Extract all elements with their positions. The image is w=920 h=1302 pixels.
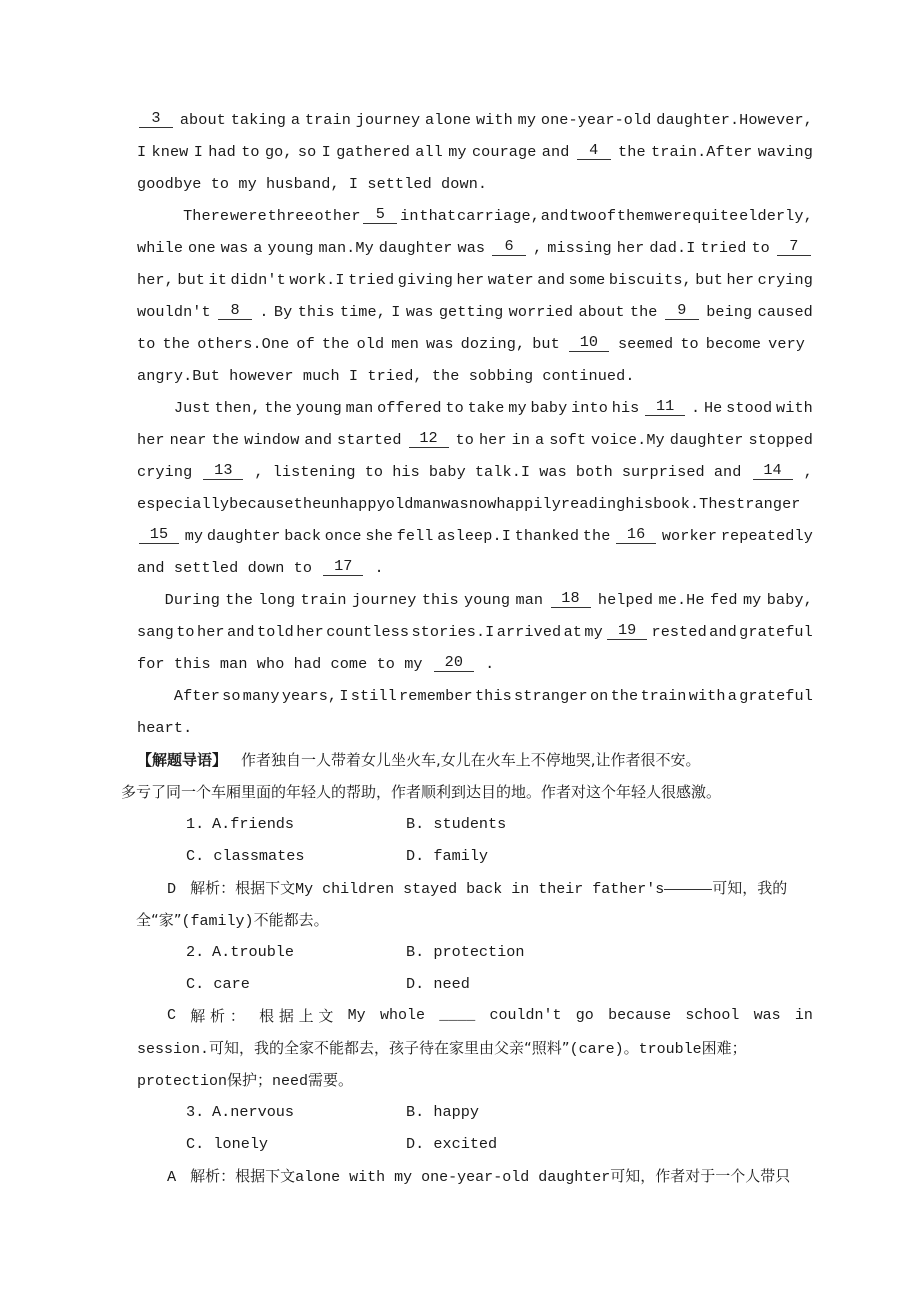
cloze-blank-16[interactable]: 16 bbox=[616, 527, 656, 544]
cloze-blank-18[interactable]: 18 bbox=[551, 591, 591, 608]
question-block-1 bbox=[137, 808, 813, 936]
option-b-key: B. bbox=[406, 815, 425, 833]
option-c[interactable] bbox=[186, 968, 406, 1000]
passage-line: while one was a young man.My daughter was 6 , missing her dad.I tried to 7 bbox=[137, 232, 813, 264]
option-c-text: care bbox=[213, 975, 250, 993]
analysis-chunk: in bbox=[794, 1007, 813, 1024]
option-a[interactable] bbox=[212, 808, 406, 840]
analysis-chunk: My bbox=[347, 1007, 366, 1024]
option-d-key: D. bbox=[406, 975, 425, 993]
option-c-text: classmates bbox=[213, 847, 305, 865]
answer-letter: D bbox=[167, 880, 177, 898]
option-b[interactable] bbox=[406, 1096, 479, 1128]
passage-paragraph-2 bbox=[137, 200, 813, 392]
analysis-quote: need bbox=[272, 1073, 309, 1090]
passage-line: and settled down to 17 . bbox=[137, 557, 384, 577]
analysis-cjk: 全“家” bbox=[136, 911, 182, 929]
cloze-blank-10[interactable]: 10 bbox=[569, 335, 609, 352]
option-row bbox=[137, 968, 813, 1000]
passage-line: angry.But however much I tried, the sobbing continued. bbox=[137, 367, 635, 385]
answer-explanation-line bbox=[137, 872, 813, 904]
passage-line: 3 about taking a train journey alone with my one-year-old daughter.However, bbox=[137, 104, 813, 136]
analysis-cjk: 根据下文 bbox=[235, 879, 296, 897]
cloze-blank-5[interactable]: 5 bbox=[363, 207, 397, 224]
option-b-text: students bbox=[433, 815, 507, 833]
analysis-blank-rule bbox=[664, 889, 712, 890]
option-a-key: A. bbox=[212, 1103, 231, 1121]
analysis-label: 解析： bbox=[190, 879, 236, 897]
solution-guide bbox=[121, 744, 813, 808]
question-block-3 bbox=[137, 1096, 813, 1192]
answer-explanation-line bbox=[137, 1032, 813, 1064]
option-c-key: C. bbox=[186, 975, 205, 993]
passage-paragraph-3 bbox=[137, 392, 813, 584]
analysis-chunk: go bbox=[575, 1007, 594, 1024]
passage-line: I knew I had to go, so I gathered all my courage and 4 the train.After waving bbox=[137, 141, 813, 161]
cloze-blank-7[interactable]: 7 bbox=[777, 239, 811, 256]
option-b-key: B. bbox=[406, 943, 425, 961]
passage-line: her, but it didn't work.I tried giving her water and some biscuits, but her crying bbox=[137, 271, 813, 289]
analysis-label: 解析： bbox=[190, 1167, 236, 1185]
option-row bbox=[137, 1128, 813, 1160]
option-row bbox=[137, 808, 813, 840]
cloze-blank-14[interactable]: 14 bbox=[753, 463, 793, 480]
passage-line: wouldn't 8 . By this time, I was getting worried about the 9 being caused bbox=[137, 301, 813, 321]
option-a-text: friends bbox=[230, 815, 295, 833]
analysis-quote: My children stayed back in their father's bbox=[295, 881, 665, 898]
cloze-blank-19[interactable]: 19 bbox=[607, 623, 647, 640]
option-row bbox=[137, 840, 813, 872]
passage-line: sang to her and told her countless stories.I arrived at my 19 rested and grateful bbox=[137, 621, 813, 641]
analysis-chunk: whole bbox=[379, 1007, 425, 1024]
analysis-chunk: couldn't bbox=[489, 1007, 562, 1024]
cloze-blank-11[interactable]: 11 bbox=[645, 399, 685, 416]
passage-line: During the long train journey this young man 18 helped me.He fed my baby, bbox=[137, 589, 813, 609]
passage-line: for this man who had come to my 20 . bbox=[137, 653, 495, 673]
option-a-text: trouble bbox=[230, 943, 295, 961]
option-b-text: happy bbox=[433, 1103, 479, 1121]
analysis-cjk: 可知，我的全家不能都去，孩子待在家里由父亲“照料” bbox=[209, 1039, 570, 1057]
analysis-quote: alone with my one-year-old daughter bbox=[295, 1169, 611, 1186]
option-b-key: B. bbox=[406, 1103, 425, 1121]
option-a[interactable] bbox=[212, 1096, 406, 1128]
worksheet-page bbox=[121, 104, 813, 1192]
question-block-2 bbox=[137, 936, 813, 1096]
cloze-blank-17[interactable]: 17 bbox=[323, 559, 363, 576]
passage-line: her near the window and started 12 to her in a soft voice.My daughter stopped bbox=[137, 429, 813, 449]
option-row bbox=[137, 936, 813, 968]
cloze-blank-9[interactable]: 9 bbox=[665, 303, 699, 320]
option-d[interactable] bbox=[406, 1128, 497, 1160]
analysis-cjk-tail: 可知，我的 bbox=[712, 879, 788, 897]
analysis-quote: (family) bbox=[181, 913, 254, 930]
option-b-text: protection bbox=[433, 943, 525, 961]
answer-explanation-line bbox=[137, 1160, 813, 1192]
option-b[interactable] bbox=[406, 936, 525, 968]
analysis-chunk: 解 析 ： bbox=[190, 1007, 245, 1025]
cloze-blank-4[interactable]: 4 bbox=[577, 143, 611, 160]
cloze-blank-3[interactable]: 3 bbox=[139, 111, 173, 128]
guide-label: 【解题导语】 bbox=[137, 751, 228, 769]
option-c-key: C. bbox=[186, 1135, 205, 1153]
option-d-text: family bbox=[433, 847, 489, 865]
option-a-text: nervous bbox=[230, 1103, 295, 1121]
question-number: 3. bbox=[186, 1103, 205, 1121]
passage-paragraph-1 bbox=[137, 104, 813, 200]
passage-line: After so many years, I still remember this stranger on the train with a grateful bbox=[137, 687, 813, 705]
option-c[interactable] bbox=[186, 840, 406, 872]
option-a-key: A. bbox=[212, 815, 231, 833]
analysis-quote: session. bbox=[137, 1041, 210, 1058]
cloze-blank-13[interactable]: 13 bbox=[203, 463, 243, 480]
answer-explanation-line bbox=[137, 1064, 813, 1096]
passage-line: 15 my daughter back once she fell asleep.I thanked the 16 worker repeatedly bbox=[137, 520, 813, 552]
passage-line: crying 13 , listening to his baby talk.I was both surprised and 14 , bbox=[137, 461, 813, 481]
analysis-quote: (care) bbox=[569, 1041, 624, 1058]
answer-letter: A bbox=[167, 1168, 177, 1186]
option-d-text: excited bbox=[433, 1135, 498, 1153]
option-row bbox=[137, 1096, 813, 1128]
passage-paragraph-5 bbox=[137, 680, 813, 744]
analysis-blank-rule: ____ bbox=[439, 1007, 476, 1024]
option-c-key: C. bbox=[186, 847, 205, 865]
analysis-cjk-tail: 可知，作者对于一个人带只 bbox=[610, 1167, 791, 1185]
passage-line: heart. bbox=[137, 719, 193, 737]
guide-text-1: 作者独自一人带着女儿坐火车,女儿在火车上不停地哭,让作者很不安。 bbox=[241, 751, 701, 769]
question-number: 1. bbox=[186, 815, 205, 833]
analysis-cjk: 保护； bbox=[227, 1071, 273, 1089]
passage-paragraph-4 bbox=[137, 584, 813, 680]
cloze-blank-20[interactable]: 20 bbox=[434, 655, 474, 672]
cloze-blank-8[interactable]: 8 bbox=[218, 303, 252, 320]
answer-explanation-line bbox=[137, 1000, 813, 1032]
option-b[interactable] bbox=[406, 808, 506, 840]
option-c[interactable] bbox=[186, 1128, 406, 1160]
analysis-quote: trouble bbox=[638, 1041, 702, 1058]
cloze-blank-15[interactable]: 15 bbox=[139, 527, 179, 544]
option-d-key: D. bbox=[406, 847, 425, 865]
passage-line: Just then, the young man offered to take my baby into his 11 . He stood with bbox=[137, 397, 813, 417]
guide-first-line bbox=[137, 744, 813, 776]
analysis-quote: protection bbox=[137, 1073, 228, 1090]
answer-explanation-line bbox=[136, 904, 813, 936]
passage-line: There were three other 5 in that carriage, and two of them were quite elderly, bbox=[137, 205, 813, 225]
option-d-text: need bbox=[433, 975, 470, 993]
option-d[interactable] bbox=[406, 840, 488, 872]
analysis-chunk: 根 据 上 文 bbox=[259, 1007, 334, 1025]
analysis-cjk: 。 bbox=[623, 1039, 639, 1057]
option-d-key: D. bbox=[406, 1135, 425, 1153]
option-d[interactable] bbox=[406, 968, 470, 1000]
analysis-cjk: 需要。 bbox=[308, 1071, 354, 1089]
analysis-cjk: 根据下文 bbox=[235, 1167, 296, 1185]
analysis-chunk: because bbox=[608, 1007, 672, 1024]
answer-letter: C bbox=[167, 1007, 177, 1024]
passage-line: to the others.One of the old men was dozing, but 10 seemed to become very bbox=[137, 333, 805, 353]
cloze-blank-12[interactable]: 12 bbox=[409, 431, 449, 448]
analysis-chunk: was bbox=[753, 1007, 781, 1024]
option-a[interactable] bbox=[212, 936, 406, 968]
guide-second-line: 多亏了同一个车厢里面的年轻人的帮助，作者顺利到达目的地。作者对这个年轻人很感激。 bbox=[121, 783, 722, 801]
analysis-cjk-tail: 不能都去。 bbox=[253, 911, 329, 929]
analysis-chunk: school bbox=[685, 1007, 740, 1024]
question-number: 2. bbox=[186, 943, 205, 961]
passage-line: goodbye to my husband, I settled down. bbox=[137, 175, 488, 193]
analysis-cjk: 困难； bbox=[701, 1039, 747, 1057]
cloze-blank-6[interactable]: 6 bbox=[492, 239, 526, 256]
option-a-key: A. bbox=[212, 943, 231, 961]
option-c-text: lonely bbox=[213, 1135, 269, 1153]
passage-line: especially because the unhappy old man was now happily reading his book.The stranger bbox=[137, 495, 801, 513]
